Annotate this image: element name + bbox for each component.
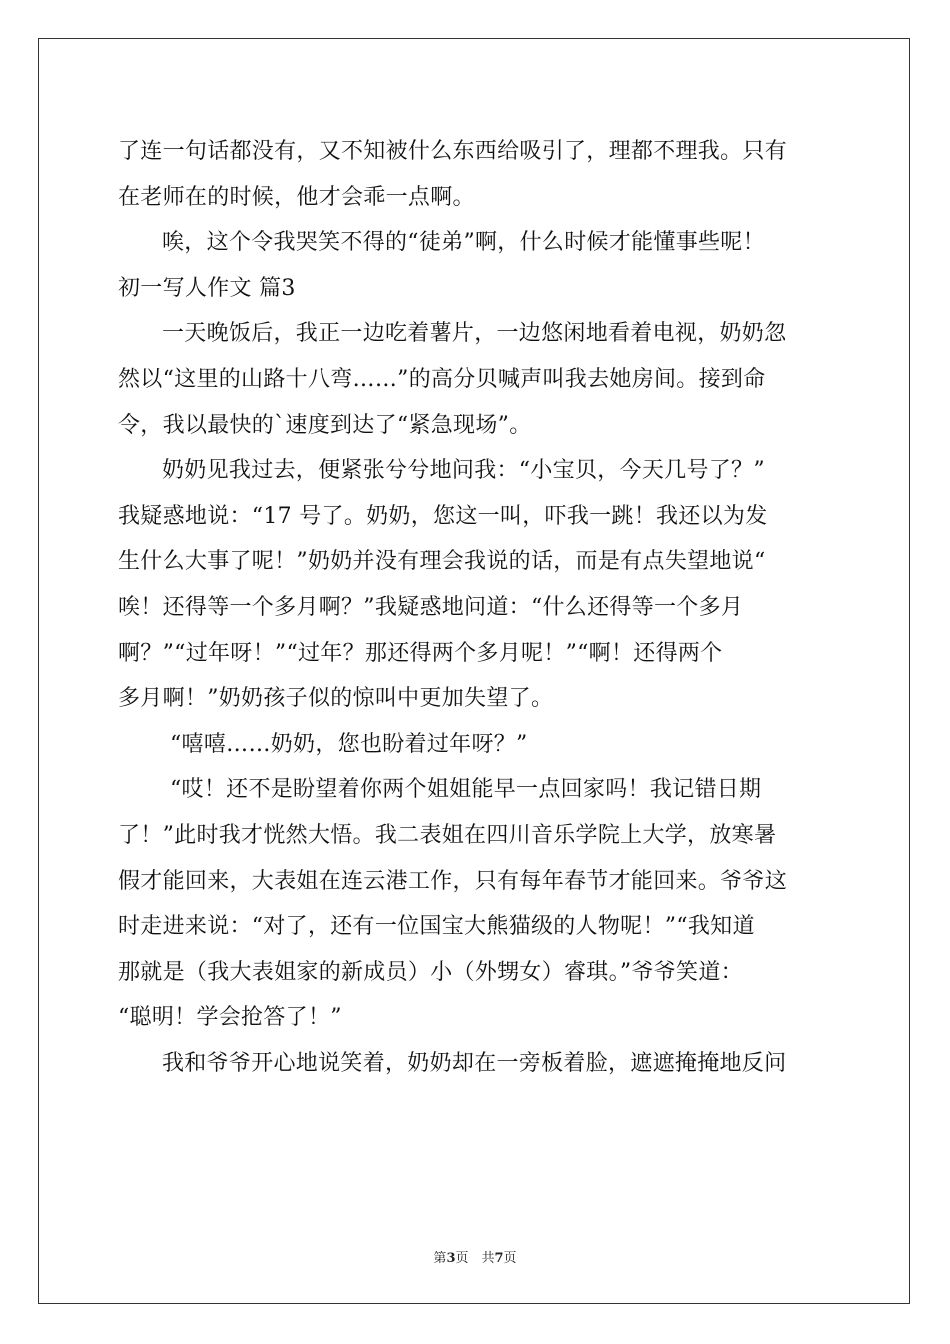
text-line: 初一写人作文 篇3 xyxy=(118,275,296,301)
text-line: 奶奶见我过去，便紧张兮兮地问我：“小宝贝，今天几号了？” xyxy=(162,458,765,484)
text-line: 那就是（我大表姐家的新成员）小（外甥女）睿琪。”爷爷笑道： xyxy=(118,959,743,985)
page-footer xyxy=(0,1247,950,1266)
footer-prefix: 第 xyxy=(433,1251,447,1266)
text-line: 我和爷爷开心地说笑着，奶奶却在一旁板着脸，遮遮掩掩地反问 xyxy=(162,1050,787,1076)
footer-suffix: 页 xyxy=(503,1251,517,1266)
text-line: 令，我以最快的`速度到达了“紧急现场”。 xyxy=(118,412,532,438)
text-line: 啊？”“过年呀！”“过年？那还得两个多月呢！”“啊！还得两个 xyxy=(118,640,723,666)
footer-total-pages: 7 xyxy=(494,1251,504,1266)
text-line: 了！”此时我才恍然大悟。我二表姐在四川音乐学院上大学，放寒暑 xyxy=(118,822,777,848)
text-line: 唉，这个令我哭笑不得的“徒弟”啊，什么时候才能懂事些呢！ xyxy=(162,230,765,256)
text-line: 我疑惑地说：“17 号了。奶奶，您这一叫，吓我一跳！我还以为发 xyxy=(118,503,768,529)
document-body xyxy=(118,129,838,1086)
text-line: 了连一句话都没有，又不知被什么东西给吸引了，理都不理我。只有 xyxy=(118,139,788,164)
text-line: 一天晚饭后，我正一边吃着薯片，一边悠闲地看着电视，奶奶忽 xyxy=(162,321,787,347)
text-line: 生什么大事了呢！”奶奶并没有理会我说的话，而是有点失望地说“ xyxy=(118,549,766,575)
text-line: 在老师在的时候，他才会乖一点啊。 xyxy=(118,184,475,210)
text-line: 唉！还得等一个多月啊？”我疑惑地问道：“什么还得等一个多月 xyxy=(118,594,744,620)
text-line: 假才能回来，大表姐在连云港工作，只有每年春节才能回来。爷爷这 xyxy=(118,868,788,894)
text-line: “哎！还不是盼望着你两个姐姐能早一点回家吗！我记错日期 xyxy=(170,777,762,803)
text-line: 然以“这里的山路十八弯……”的高分贝喊声叫我去她房间。接到命 xyxy=(118,366,766,392)
text-line: 时走进来说：“对了，还有一位国宝大熊猫级的人物呢！”“我知道 xyxy=(118,914,755,940)
footer-mid: 页 共 xyxy=(455,1251,495,1266)
text-line: 多月啊！”奶奶孩子似的惊叫中更加失望了。 xyxy=(118,686,554,712)
footer-current-page: 3 xyxy=(446,1251,456,1266)
text-line: “聪明！学会抢答了！” xyxy=(118,1005,342,1031)
text-line: “嘻嘻……奶奶，您也盼着过年呀？” xyxy=(170,731,528,757)
